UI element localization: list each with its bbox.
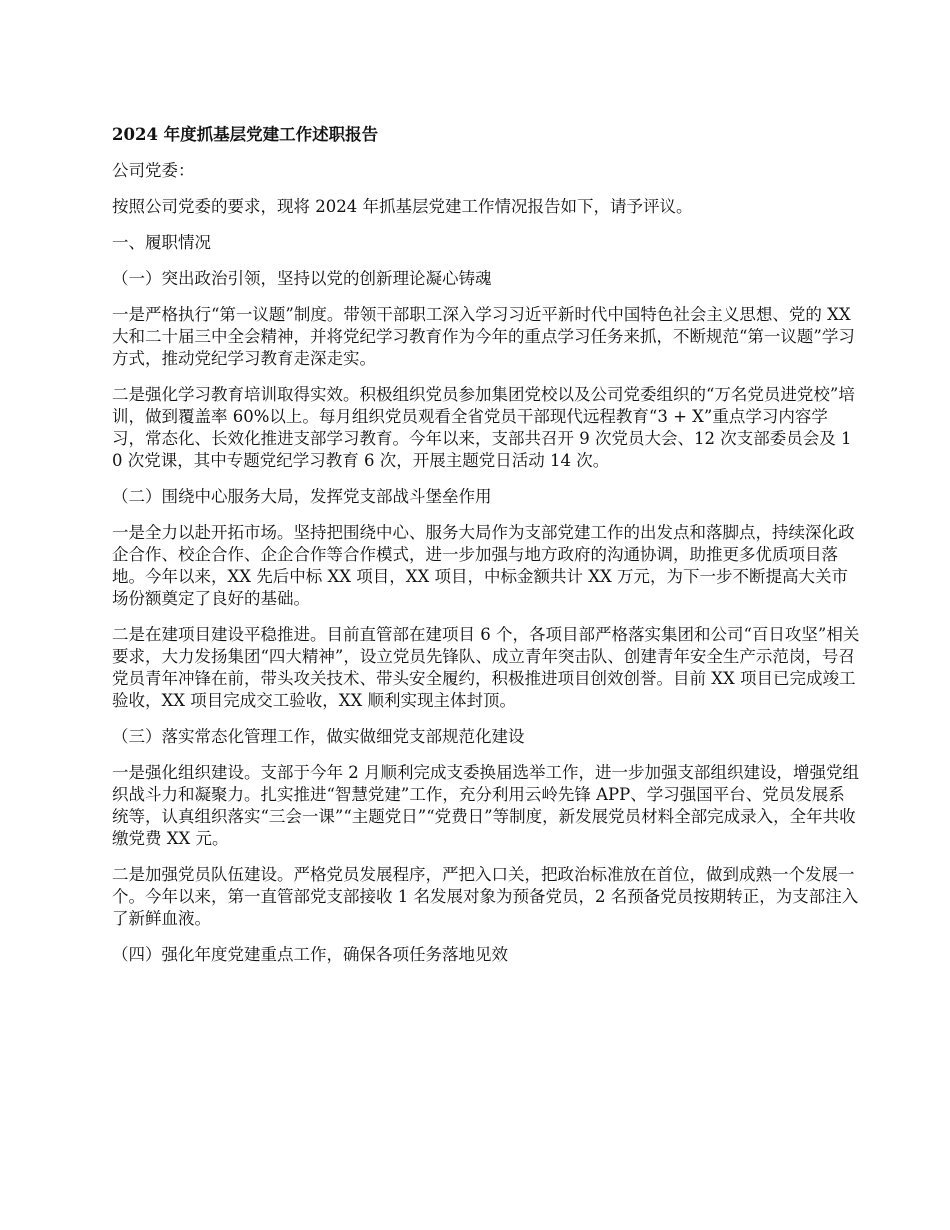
subsection-heading-2: （二）围绕中心服务大局，发挥党支部战斗堡垒作用 [112,487,492,506]
subsection-heading-1: （一）突出政治引领，坚持以党的创新理论凝心铸魂 [112,269,492,288]
intro-paragraph: 按照公司党委的要求，现将 2024 年抓基层党建工作情况报告如下，请予评议。 [112,197,693,216]
subsection-heading-4: （四）强化年度党建重点工作，确保各项任务落地见效 [112,945,508,964]
subsection-3-paragraph-2: 二是加强党员队伍建设。严格党员发展程序，严把入口关，把政治标准放在首位，做到成熟一个发展一个。今年以来，第一直管部党支部接收 1 名发展对象为预备党员，2 名预备党员按期转正，为支部注入了新鲜血液。 [112,865,859,928]
section-heading-1: 一、履职情况 [112,233,211,252]
subsection-1-paragraph-1: 一是严格执行“第一议题”制度。带领干部职工深入学习习近平新时代中国特色社会主义思想、党的 XX 大和二十届三中全会精神，并将党纪学习教育作为今年的重点学习任务来抓，不断规范“第一议题”学习方式，推动党纪学习教育走深走实。 [112,305,855,368]
subsection-2-paragraph-2: 二是在建项目建设平稳推进。目前直管部在建项目 6 个，各项目部严格落实集团和公司“百日攻坚”相关要求，大力发扬集团“四大精神”，设立党员先锋队、成立青年突击队、创建青年安全生产示范岗，号召党员青年冲锋在前，带头攻关技术、带头安全履约，积极推进项目创效创誉。目前 XX 项目已完成竣工验收，XX 项目完成交工验收，XX 顺利实现主体封顶。 [112,625,860,710]
salutation: 公司党委： [112,161,195,180]
subsection-heading-3: （三）落实常态化管理工作，做实做细党支部规范化建设 [112,727,525,746]
document-title: 2024 年度抓基层党建工作述职报告 [112,125,379,144]
subsection-1-paragraph-2: 二是强化学习教育培训取得实效。积极组织党员参加集团党校以及公司党委组织的“万名党员进党校”培训，做到覆盖率 60%以上。每月组织党员观看全省党员干部现代远程教育“3 + X”重点学习内容学习，常态化、长效化推进支部学习教育。今年以来，支部共召开 9 次党员大会、12 次支部委员会及 10 次党课，其中专题党纪学习教育 6 次，开展主题党日活动 14 次。 [112,385,855,470]
document-body [112,124,860,980]
subsection-2-paragraph-1: 一是全力以赴开拓市场。坚持把围绕中心、服务大局作为支部党建工作的出发点和落脚点，持续深化政企合作、校企合作、企企合作等合作模式，进一步加强与地方政府的沟通协调，助推更多优质项目落地。今年以来，XX 先后中标 XX 项目，XX 项目，中标金额共计 XX 万元，为下一步不断提高大关市场份额奠定了良好的基础。 [112,523,855,608]
subsection-3-paragraph-1: 一是强化组织建设。支部于今年 2 月顺利完成支委换届选举工作，进一步加强支部组织建设，增强党组织战斗力和凝聚力。扎实推进“智慧党建”工作，充分利用云岭先锋 APP、学习强国平台、党员发展系统等，认真组织落实“三会一课”“主题党日”“党费日”等制度，新发展党员材料全部完成录入，全年共收缴党费 XX 元。 [112,763,859,848]
